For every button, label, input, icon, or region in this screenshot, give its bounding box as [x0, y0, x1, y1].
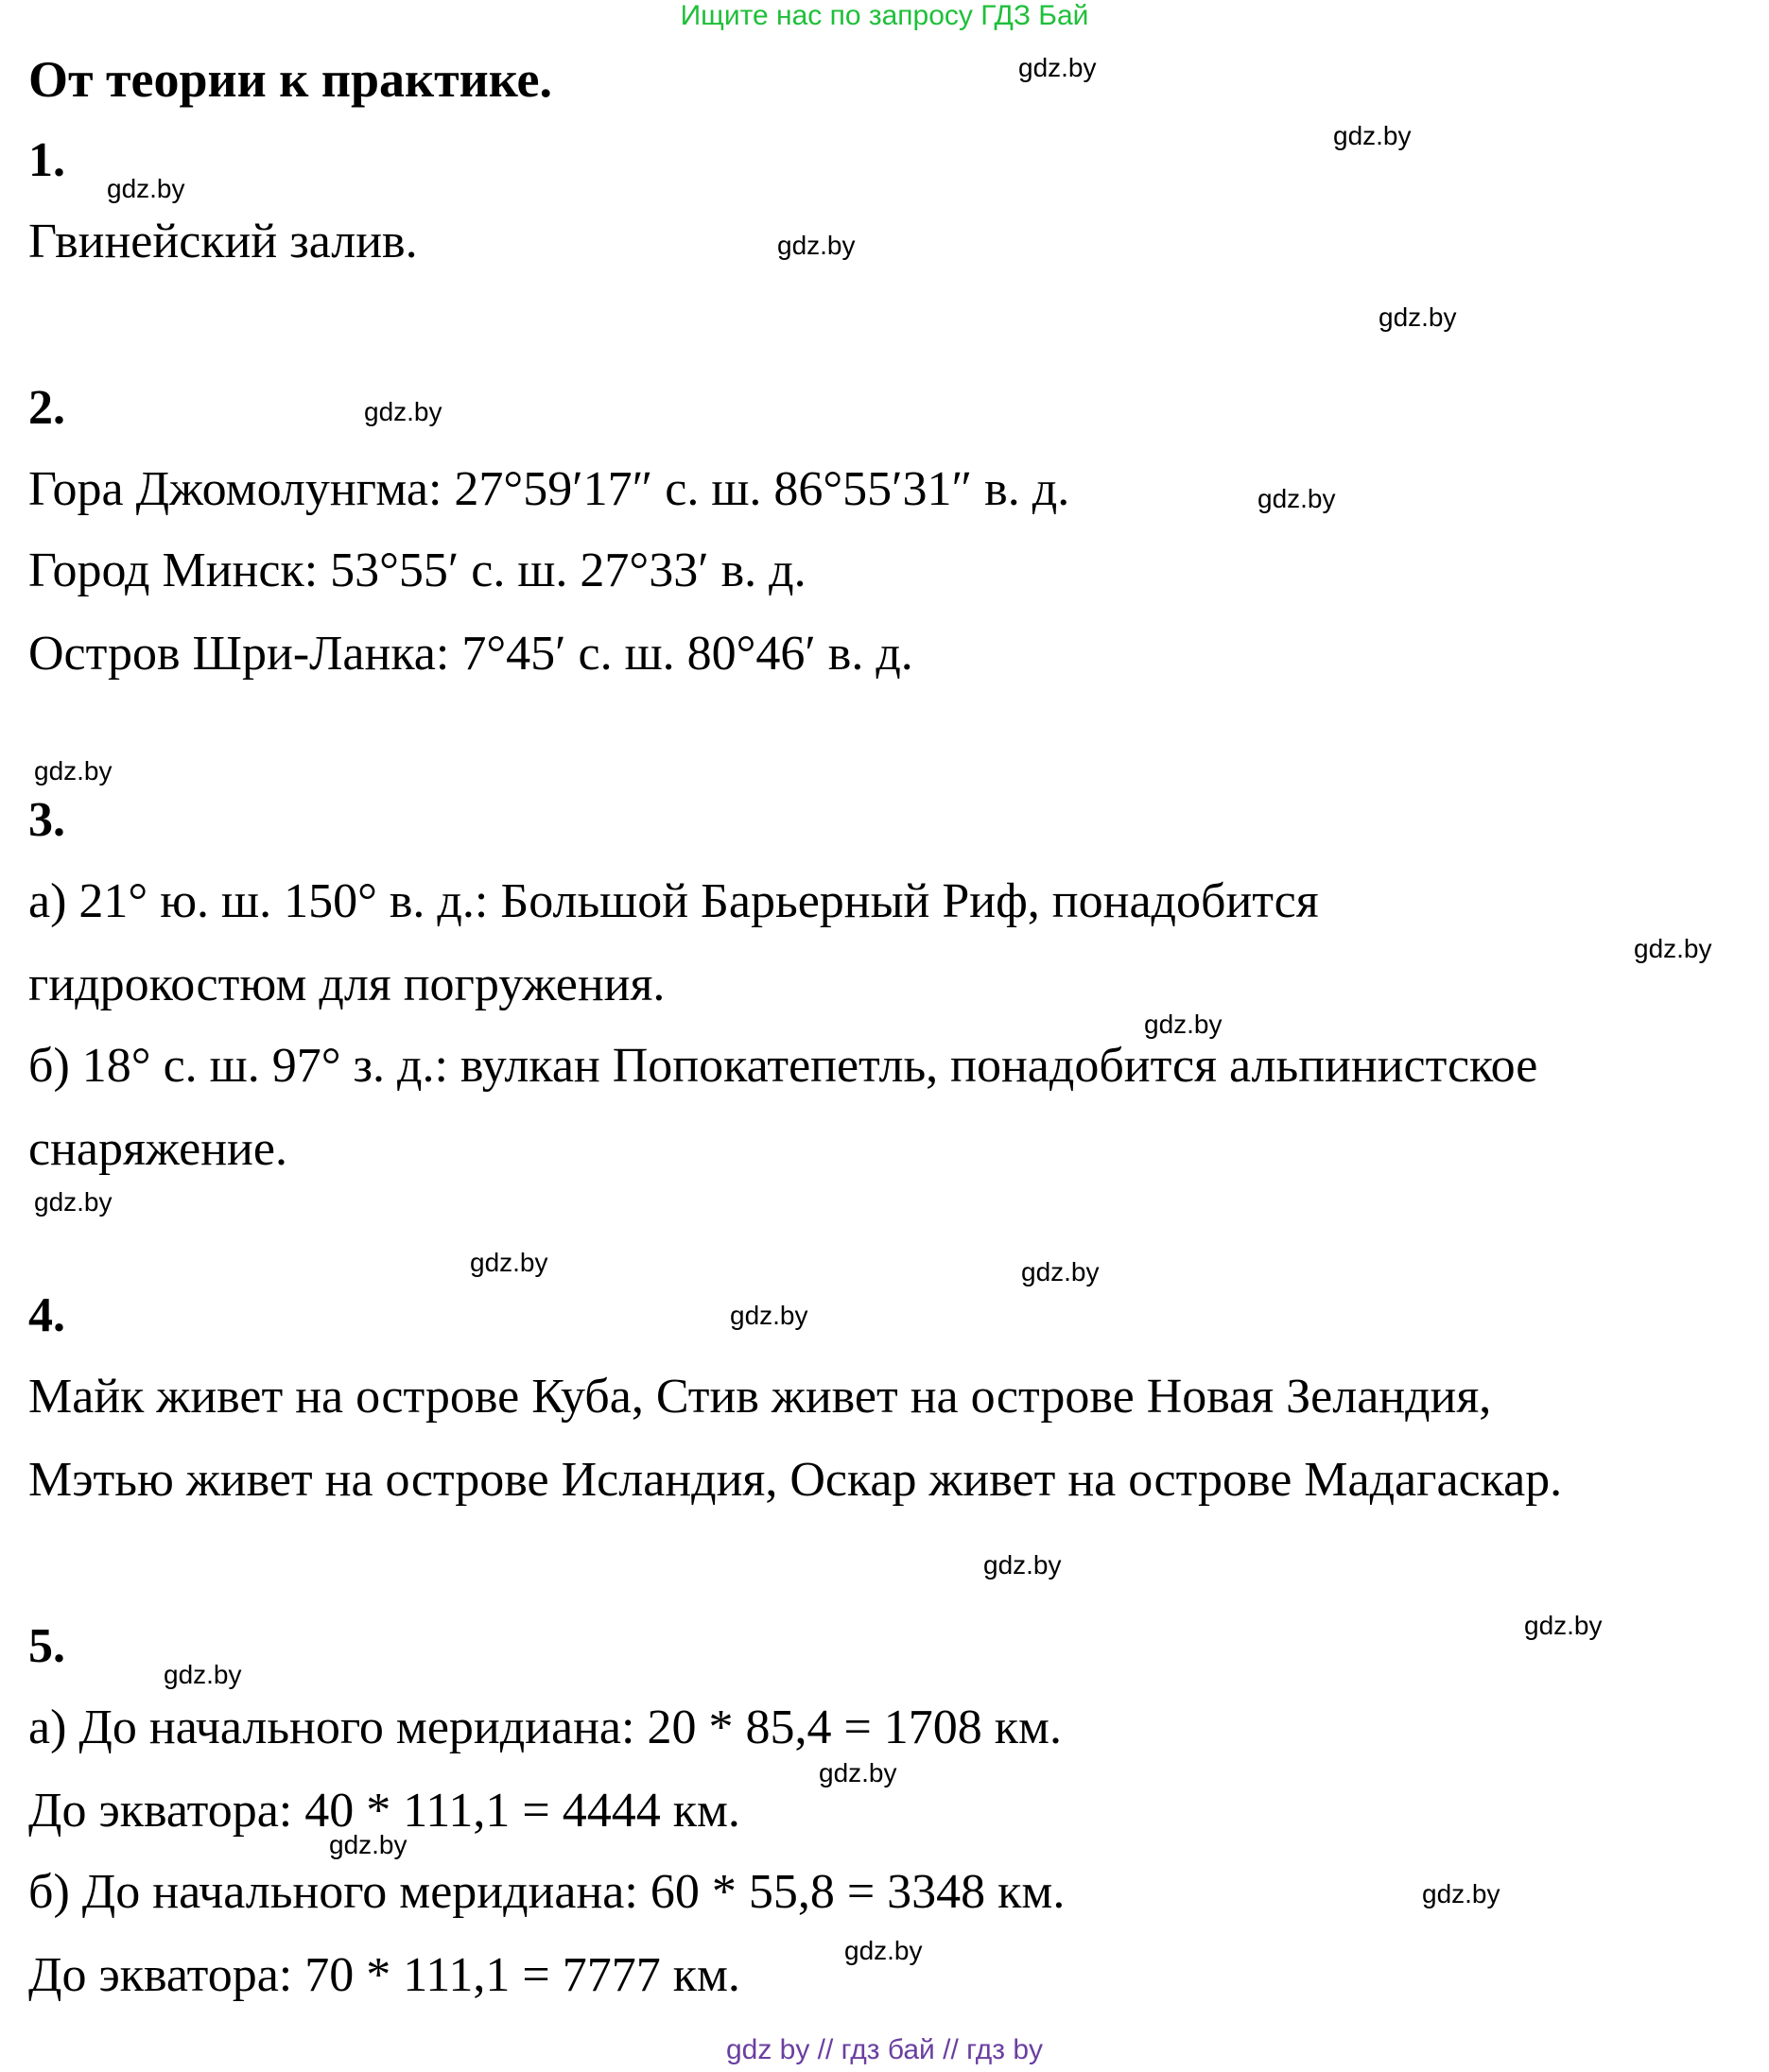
- site-footer: gdz by // гдз бай // гдз by: [725, 2034, 1044, 2065]
- watermark: gdz.by: [1379, 302, 1457, 332]
- watermark: gdz.by: [1333, 121, 1412, 150]
- watermark: gdz.by: [983, 1550, 1062, 1580]
- watermark: gdz.by: [1144, 1010, 1223, 1039]
- watermark: gdz.by: [34, 756, 113, 786]
- task-2-line-1: Гора Джомолунгма: 27°59′17″ с. ш. 86°55′31″ в. д.: [28, 462, 1070, 516]
- task-5-line-1: а) До начального меридиана: 20 * 85,4 = 1708 км.: [28, 1701, 1062, 1754]
- watermark: gdz.by: [1422, 1879, 1500, 1908]
- watermark: gdz.by: [777, 231, 856, 260]
- watermark: gdz.by: [364, 397, 442, 426]
- task-2-line-2: Город Минск: 53°55′ с. ш. 27°33′ в. д.: [28, 544, 806, 597]
- task-2-number: 2.: [28, 381, 65, 435]
- watermark: gdz.by: [844, 1936, 923, 1965]
- watermark: gdz.by: [1018, 53, 1097, 82]
- watermark: gdz.by: [730, 1301, 808, 1330]
- watermark: gdz.by: [107, 174, 185, 203]
- task-3-line-4: снаряжение.: [28, 1122, 287, 1176]
- search-hint-banner: Ищите нас по запросу ГДЗ Бай: [680, 0, 1089, 31]
- task-4-line-1: Майк живет на острове Куба, Стив живет на острове Новая Зеландия,: [28, 1370, 1492, 1424]
- task-2-line-3: Остров Шри-Ланка: 7°45′ с. ш. 80°46′ в. д.: [28, 627, 913, 681]
- task-5-line-4: До экватора: 70 * 111,1 = 7777 км.: [28, 1948, 740, 2002]
- watermark: gdz.by: [164, 1660, 242, 1689]
- watermark: gdz.by: [1257, 484, 1336, 513]
- watermark: gdz.by: [819, 1758, 897, 1787]
- page-title: От теории к практике.: [28, 51, 553, 108]
- task-5-line-2: До экватора: 40 * 111,1 = 4444 км.: [28, 1784, 740, 1838]
- watermark: gdz.by: [34, 1187, 113, 1217]
- watermark: gdz.by: [470, 1248, 548, 1277]
- watermark: gdz.by: [1524, 1611, 1603, 1640]
- watermark: gdz.by: [1634, 934, 1712, 963]
- task-4-line-2: Мэтью живет на острове Исландия, Оскар живет на острове Мадагаскар.: [28, 1453, 1563, 1507]
- task-3-number: 3.: [28, 793, 65, 847]
- task-4-number: 4.: [28, 1288, 65, 1342]
- task-5-number: 5.: [28, 1619, 65, 1673]
- task-3-line-2: гидрокостюм для погружения.: [28, 958, 666, 1011]
- task-1-answer: Гвинейский залив.: [28, 215, 418, 268]
- watermark: gdz.by: [1021, 1257, 1100, 1286]
- task-3-line-3: б) 18° с. ш. 97° з. д.: вулкан Попокатепетль, понадобится альпинистское: [28, 1039, 1538, 1093]
- task-3-line-1: а) 21° ю. ш. 150° в. д.: Большой Барьерный Риф, понадобится: [28, 874, 1319, 928]
- task-1-number: 1.: [28, 133, 65, 187]
- task-5-line-3: б) До начального меридиана: 60 * 55,8 = 3348 км.: [28, 1865, 1066, 1919]
- watermark: gdz.by: [329, 1830, 408, 1859]
